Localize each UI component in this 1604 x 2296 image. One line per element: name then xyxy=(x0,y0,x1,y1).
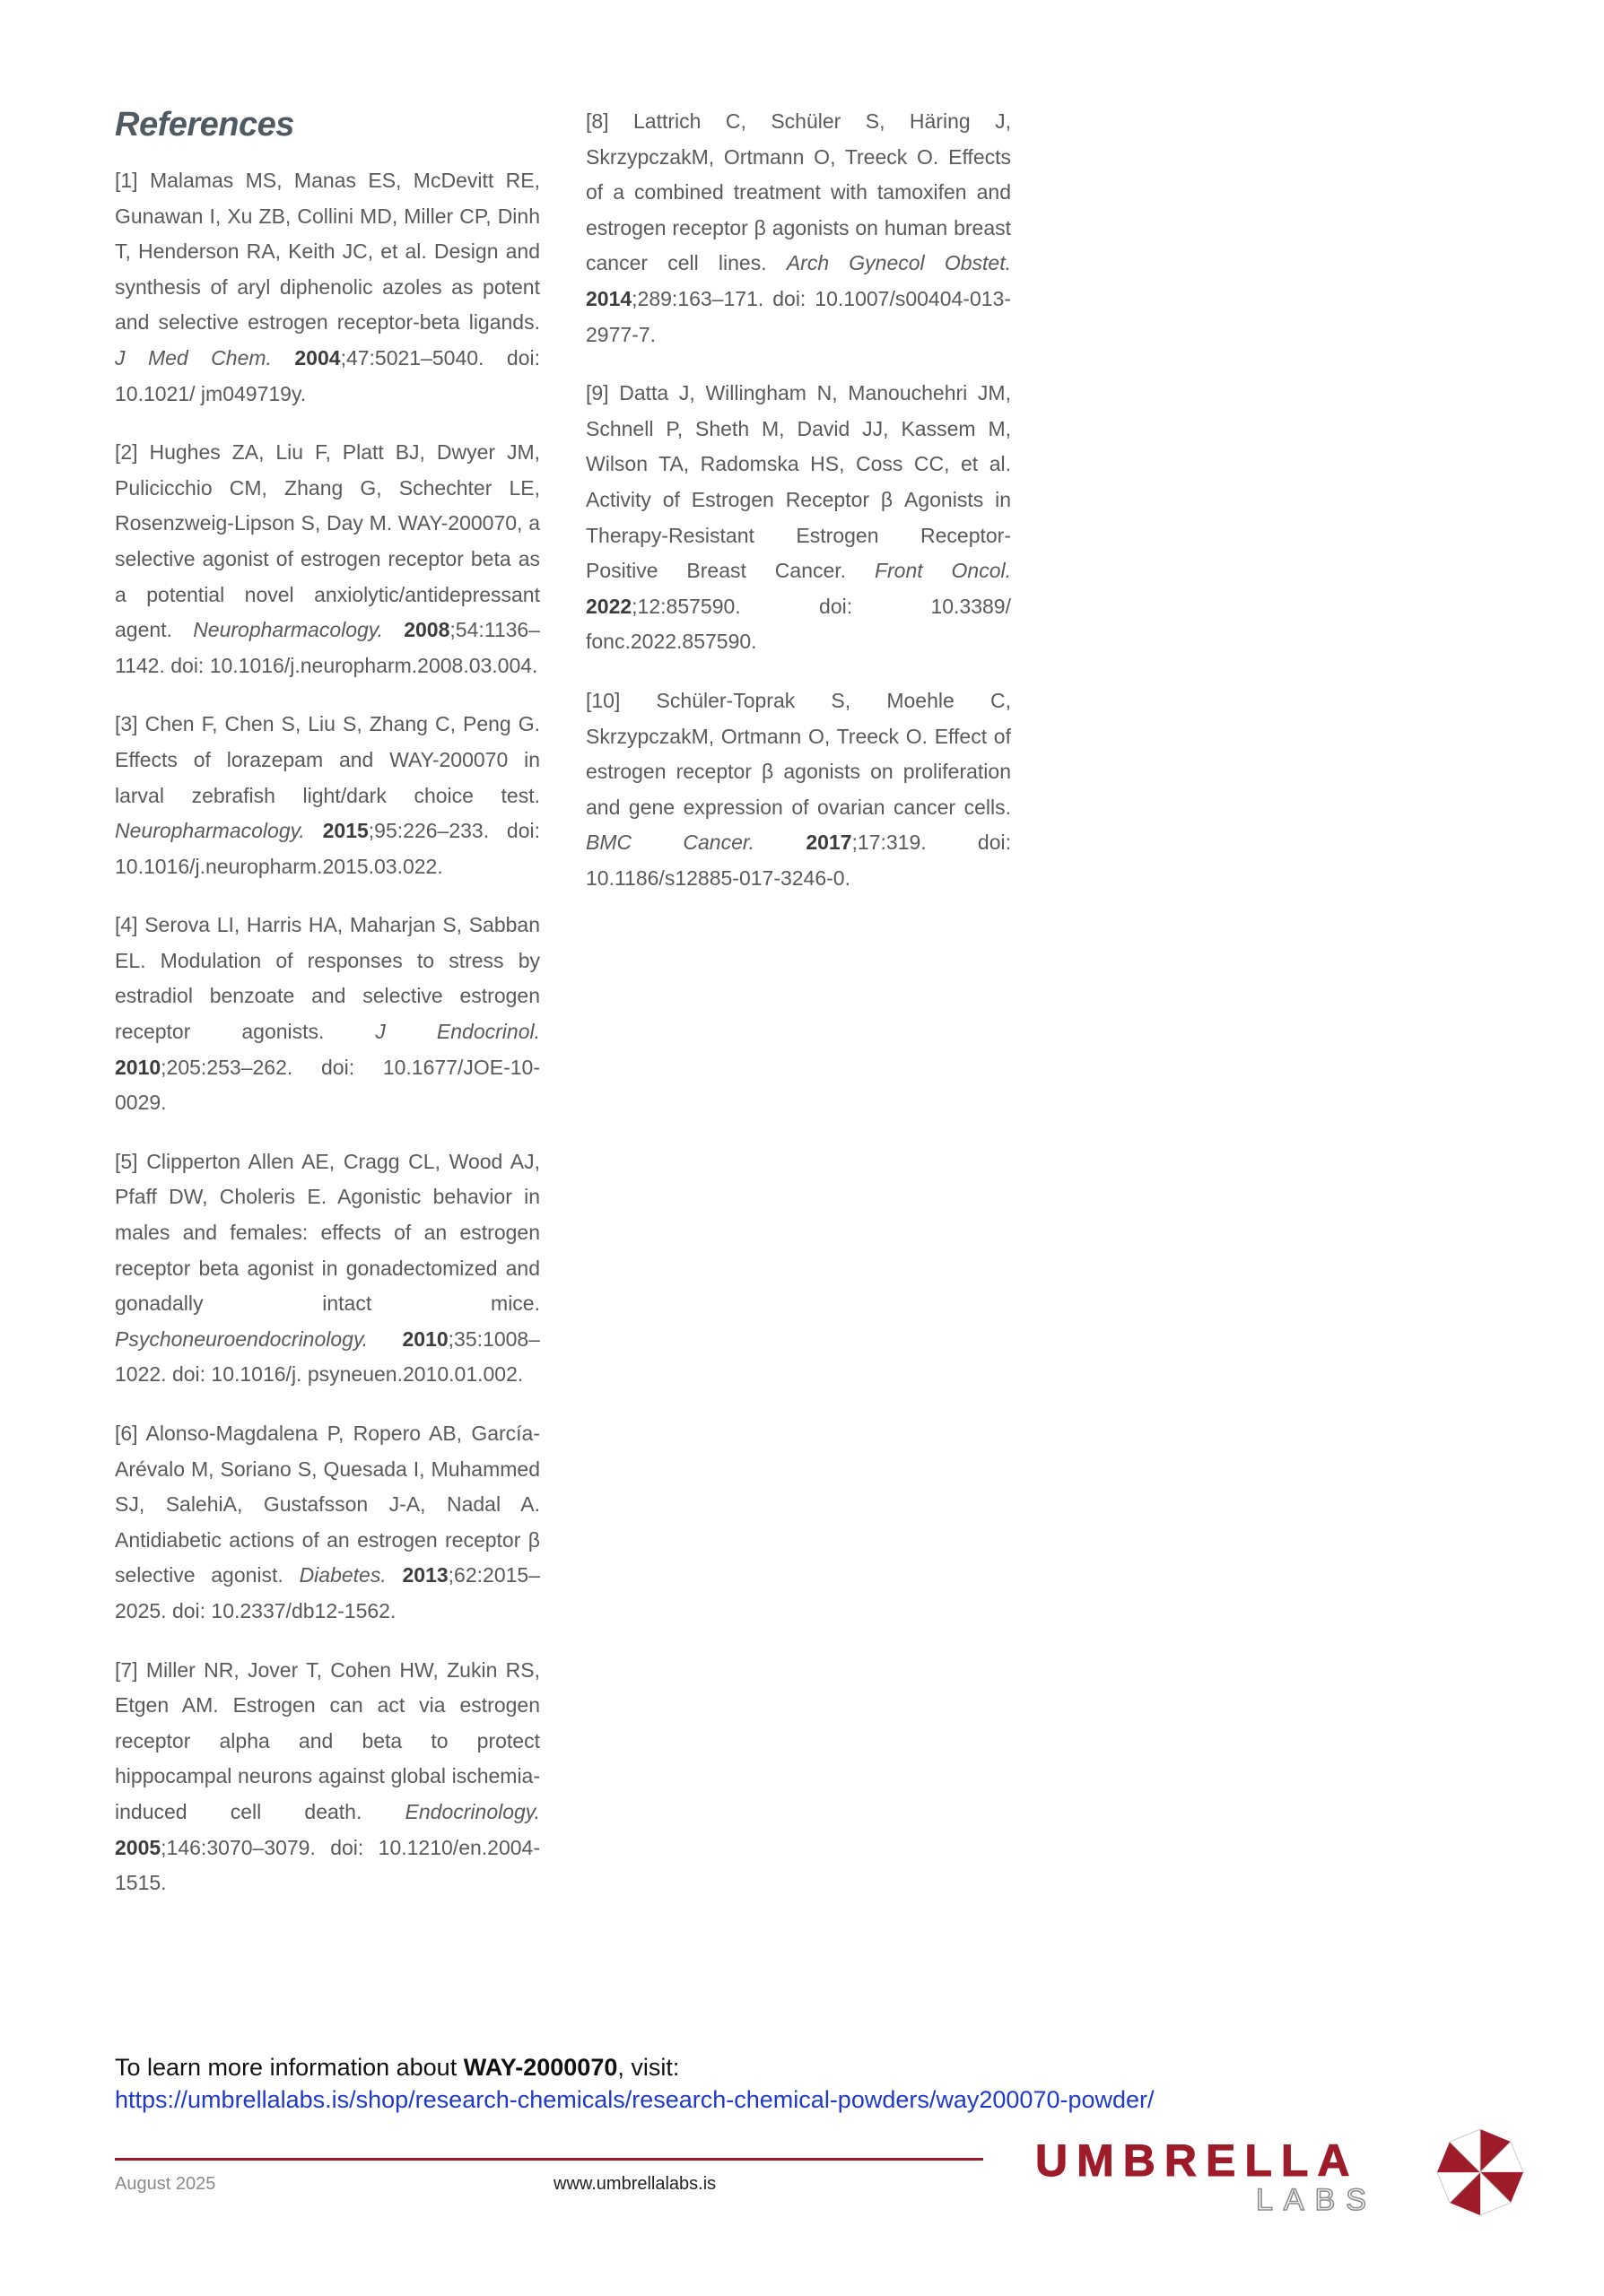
logo-wordmark-bottom: LABS xyxy=(1256,2183,1377,2217)
product-info-text: To learn more information about WAY-2000070, visit: xyxy=(115,2054,680,2081)
product-info-callout xyxy=(115,2051,1460,2116)
footer-website: www.umbrellalabs.is xyxy=(554,2174,717,2194)
references-column-right xyxy=(586,104,1011,919)
reference-item: [2] Hughes ZA, Liu F, Platt BJ, Dwyer JM, Pulicicchio CM, Zhang G, Schechter LE, Rosenzweig-Lipson S, Day M. WAY-200070, a selective agonist of estrogen receptor beta as a potential novel anxiolytic/antidepressant agent. Neuropharmacology. 2008;54:1136–1142. doi: 10.1016/j.neuropharm.2008.03.004. xyxy=(115,440,541,677)
umbrella-emblem-icon xyxy=(1437,2129,1523,2215)
umbrella-labs-logo xyxy=(1032,2124,1534,2222)
reference-item: [6] Alonso-Magdalena P, Ropero AB, García-Arévalo M, Soriano S, Quesada I, Muhammed SJ, SalehiA, Gustafsson J-A, Nadal A. Antidiabetic actions of an estrogen receptor β selective agonist. Diabetes. 2013;62:2015–2025. doi: 10.2337/db12-1562. xyxy=(115,1422,540,1622)
reference-item: [9] Datta J, Willingham N, Manouchehri JM, Schnell P, Sheth M, David JJ, Kassem M, Wilson TA, Radomska HS, Coss CC, et al. Activity of Estrogen Receptor β Agonists in Therapy-Resistant Estrogen Receptor-Positive Breast Cancer. Front Oncol. 2022;12:857590. doi: 10.3389/ fonc.2022.857590. xyxy=(586,381,1011,654)
references-heading: References xyxy=(115,106,294,144)
footer-date: August 2025 xyxy=(115,2174,216,2194)
reference-item: [1] Malamas MS, Manas ES, McDevitt RE, Gunawan I, Xu ZB, Collini MD, Miller CP, Dinh T, Henderson RA, Keith JC, et al. Design and synthesis of aryl diphenolic azoles as potent and selective estrogen receptor-beta ligands. J Med Chem. 2004;47:5021–5040. doi: 10.1021/ jm049719y. xyxy=(115,169,540,405)
reference-item: [10] Schüler-Toprak S, Moehle C, SkrzypczakM, Ortmann O, Treeck O. Effect of estrogen receptor β agonists on proliferation and gene expression of ovarian cancer cells. BMC Cancer. 2017;17:319. doi: 10.1186/s12885-017-3246-0. xyxy=(586,688,1011,890)
footer-divider xyxy=(115,2158,983,2161)
reference-item: [5] Clipperton Allen AE, Cragg CL, Wood AJ, Pfaff DW, Choleris E. Agonistic behavior in males and females: effects of an estrogen receptor beta agonist in gonadectomized and gonadally intact mice. Psychoneuroendocrinology. 2010;35:1008–1022. doi: 10.1016/j. psyneuen.2010.01.002. xyxy=(115,1149,540,1387)
reference-item: [8] Lattrich C, Schüler S, Häring J, SkrzypczakM, Ortmann O, Treeck O. Effects of a combined treatment with tamoxifen and estrogen receptor β agonists on human breast cancer cell lines. Arch Gynecol Obstet. 2014;289:163–171. doi: 10.1007/s00404-013- 2977-7. xyxy=(586,109,1011,346)
reference-item: [3] Chen F, Chen S, Liu S, Zhang C, Peng G. Effects of lorazepam and WAY-200070 in larval zebrafish light/dark choice test. Neuropharmacology. 2015;95:226–233. doi: 10.1016/j.neuropharm.2015.03.022. xyxy=(115,712,540,878)
reference-item: [7] Miller NR, Jover T, Cohen HW, Zukin RS, Etgen AM. Estrogen can act via estrogen receptor alpha and beta to protect hippocampal neurons against global ischemia-induced cell death. Endocrinology. 2005;146:3070–3079. doi: 10.1210/en.2004-1515. xyxy=(115,1657,540,1895)
reference-item: [4] Serova LI, Harris HA, Maharjan S, Sabban EL. Modulation of responses to stress by estradiol benzoate and selective estrogen receptor agonists. J Endocrinol. 2010;205:253–262. doi: 10.1677/JOE-10-0029. xyxy=(115,913,540,1115)
product-link[interactable]: https://umbrellalabs.is/shop/research-chemicals/research-chemical-powders/way200070-powder/ xyxy=(115,2086,1155,2113)
references-column-left xyxy=(115,163,540,1925)
logo-wordmark-top: UMBRELLA xyxy=(1035,2135,1359,2186)
